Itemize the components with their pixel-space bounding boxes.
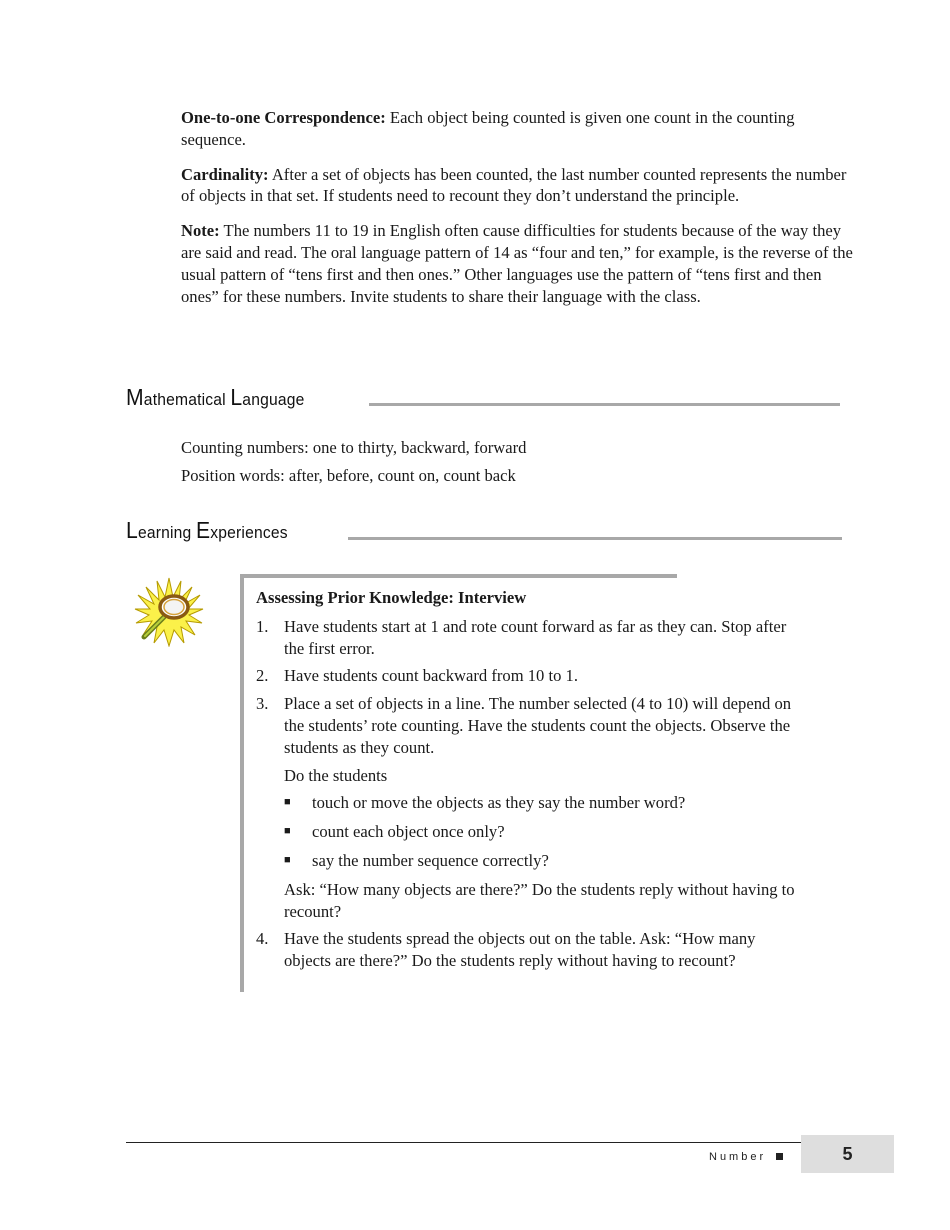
assessment-content — [256, 587, 796, 978]
page-number: 5 — [801, 1135, 894, 1173]
footer-section-label: Number — [709, 1151, 767, 1163]
item-body — [284, 693, 796, 922]
learning-experiences-title — [126, 519, 288, 542]
bullet-text: say the number sequence correctly? — [312, 850, 549, 870]
cardinality-term: Cardinality: — [181, 164, 269, 184]
one-to-one-paragraph — [181, 107, 853, 151]
item-text: Have students count backward from 10 to 1. — [284, 666, 579, 686]
bullet-square-icon: ■ — [284, 796, 291, 809]
bullet-text: count each object once only? — [312, 822, 505, 842]
magnifier-starburst-icon — [134, 577, 204, 647]
list-item — [256, 616, 796, 660]
math-language-title — [126, 386, 304, 409]
title-cap: E — [195, 517, 211, 543]
bullet-square-icon: ■ — [284, 853, 291, 866]
bullet-item — [284, 792, 796, 814]
cardinality-paragraph — [181, 164, 853, 208]
do-the-students: Do the students — [284, 765, 388, 785]
bullet-square-icon: ■ — [284, 825, 291, 838]
one-to-one-text: Each object being counted is given one count in the counting sequence. — [181, 108, 795, 149]
bullet-item — [284, 850, 796, 872]
note-term: Note: — [181, 221, 220, 241]
note-text: The numbers 11 to 19 in English often cause difficulties for students because of the way they are said and read. The oral language pattern of 14 as “four and ten,” for example, is the reverse of the usual pattern of “tens first and then ones.” Other languages use the pattern of “tens first and then ones” for these numbers. Invite students to share their language with the class. — [181, 221, 853, 306]
item-number: 4. — [256, 929, 269, 949]
learning-experiences-rule — [348, 537, 842, 540]
title-cap: M — [126, 384, 144, 410]
math-language-line: Counting numbers: one to thirty, backward, forward — [181, 438, 527, 457]
item-number: 2. — [256, 666, 269, 686]
intro-section — [181, 107, 853, 320]
box-left-rule — [240, 574, 244, 992]
item-number: 3. — [256, 694, 269, 714]
item-text: Place a set of objects in a line. The number selected (4 to 10) will depend on the students’ rote counting. Have the students count the objects. Observe the students as they count. — [284, 694, 792, 757]
title-part: athematical — [143, 390, 231, 409]
one-to-one-term: One-to-one Correspondence: — [181, 108, 386, 127]
list-item — [256, 928, 796, 972]
title-cap: L — [230, 384, 243, 410]
list-item — [256, 693, 796, 922]
footer-rule — [126, 1142, 802, 1143]
bullet-item — [284, 821, 796, 843]
math-language-list — [181, 434, 526, 490]
math-language-line: Position words: after, before, count on, count back — [181, 466, 516, 485]
title-part: anguage — [242, 390, 305, 409]
list-item — [256, 665, 796, 687]
note-paragraph — [181, 220, 853, 307]
item-number: 1. — [256, 616, 269, 636]
box-top-rule — [240, 574, 677, 578]
assessment-title: Assessing Prior Knowledge: Interview — [256, 588, 527, 607]
math-language-rule — [369, 403, 840, 406]
item-text: Have the students spread the objects out on the table. Ask: “How many objects are there?” Do the students reply without having to recount? — [284, 929, 756, 971]
learning-experiences-heading — [126, 519, 302, 542]
title-part: earning — [137, 523, 196, 542]
ask-text: Ask: “How many objects are there?” Do the students reply without having to recount? — [284, 879, 795, 921]
item-text: Have students start at 1 and rote count forward as far as they can. Stop after the first error. — [284, 616, 787, 658]
cardinality-text: After a set of objects has been counted, the last number counted represents the number of objects in that set. If students need to recount they don’t understand the principle. — [181, 164, 847, 206]
footer-square-icon — [776, 1153, 783, 1160]
bullet-text: touch or move the objects as they say the number word? — [312, 793, 686, 813]
assessment-box — [240, 574, 820, 992]
title-cap: L — [126, 517, 138, 543]
math-language-heading — [126, 386, 320, 409]
title-part: xperiences — [210, 523, 288, 542]
